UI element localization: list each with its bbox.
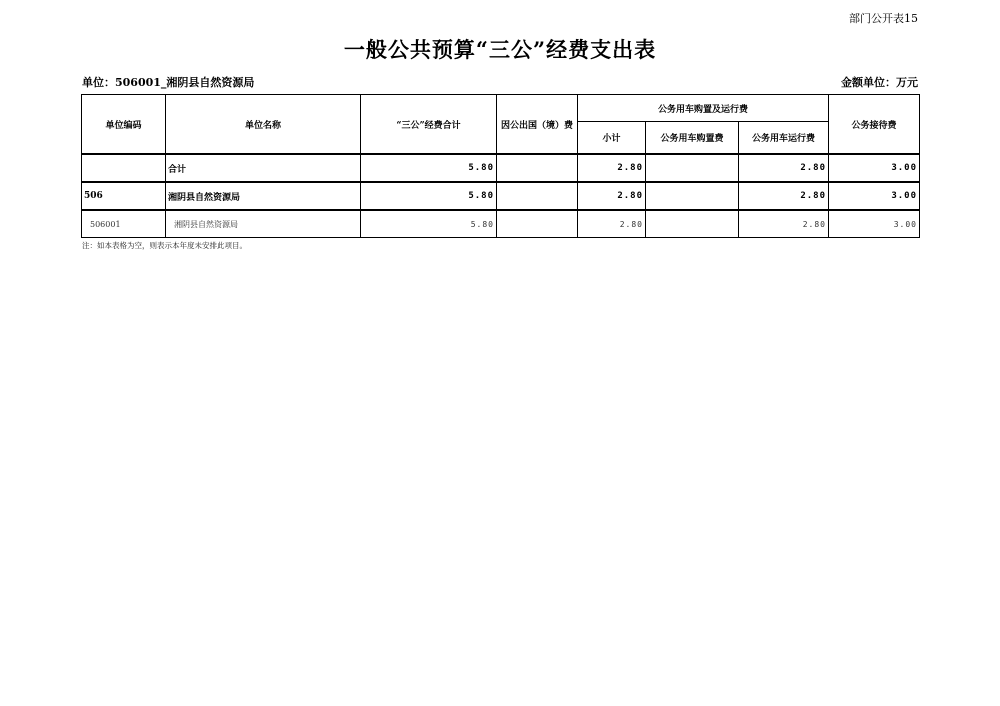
cell-code: [82, 154, 166, 182]
unit-info: 单位：506001_湘阴县自然资源局: [82, 76, 255, 89]
header-vehicle-group: 公务用车购置及运行费: [578, 95, 829, 122]
cell-reception: 3.00: [829, 154, 920, 182]
header-abroad: 因公出国（境）费: [497, 95, 578, 155]
header-unit-code: 单位编码: [82, 95, 166, 155]
cell-total: 5.80: [361, 182, 497, 210]
cell-reception: 3.00: [829, 210, 920, 238]
cell-subtotal: 2.80: [578, 154, 646, 182]
cell-code: 506: [82, 182, 166, 210]
cell-name: 湘阴县自然资源局: [166, 182, 361, 210]
cell-abroad: [497, 182, 578, 210]
header-unit-name: 单位名称: [166, 95, 361, 155]
cell-subtotal: 2.80: [578, 182, 646, 210]
cell-total: 5.80: [361, 154, 497, 182]
table-row-department: [82, 182, 920, 210]
cell-vehicle-operation: 2.80: [739, 182, 829, 210]
amount-unit: 金额单位：万元: [841, 76, 918, 89]
header-subtotal: 小计: [578, 122, 646, 155]
page-title: 一般公共预算“三公”经费支出表: [343, 37, 657, 62]
table-row-total: [82, 154, 920, 182]
cell-vehicle-operation: 2.80: [739, 154, 829, 182]
header-row-1: [82, 95, 920, 122]
cell-name: 湘阴县自然资源局: [166, 210, 361, 238]
cell-abroad: [497, 154, 578, 182]
cell-vehicle-purchase: [646, 154, 739, 182]
header-total: “三公”经费合计: [361, 95, 497, 155]
table-row-unit: [82, 210, 920, 238]
header-vehicle-purchase: 公务用车购置费: [646, 122, 739, 155]
cell-code: 506001: [82, 210, 166, 238]
header-reception: 公务接待费: [829, 95, 920, 155]
cell-total: 5.80: [361, 210, 497, 238]
cell-vehicle-purchase: [646, 210, 739, 238]
cell-vehicle-operation: 2.80: [739, 210, 829, 238]
table-note: 注：如本表格为空，则表示本年度未安排此项目。: [82, 241, 247, 250]
header-vehicle-operation: 公务用车运行费: [739, 122, 829, 155]
three-public-expenses-table: [81, 94, 920, 238]
cell-subtotal: 2.80: [578, 210, 646, 238]
cell-abroad: [497, 210, 578, 238]
cell-vehicle-purchase: [646, 182, 739, 210]
cell-name: 合计: [166, 154, 361, 182]
cell-reception: 3.00: [829, 182, 920, 210]
page-label: 部门公开表15: [849, 12, 918, 25]
